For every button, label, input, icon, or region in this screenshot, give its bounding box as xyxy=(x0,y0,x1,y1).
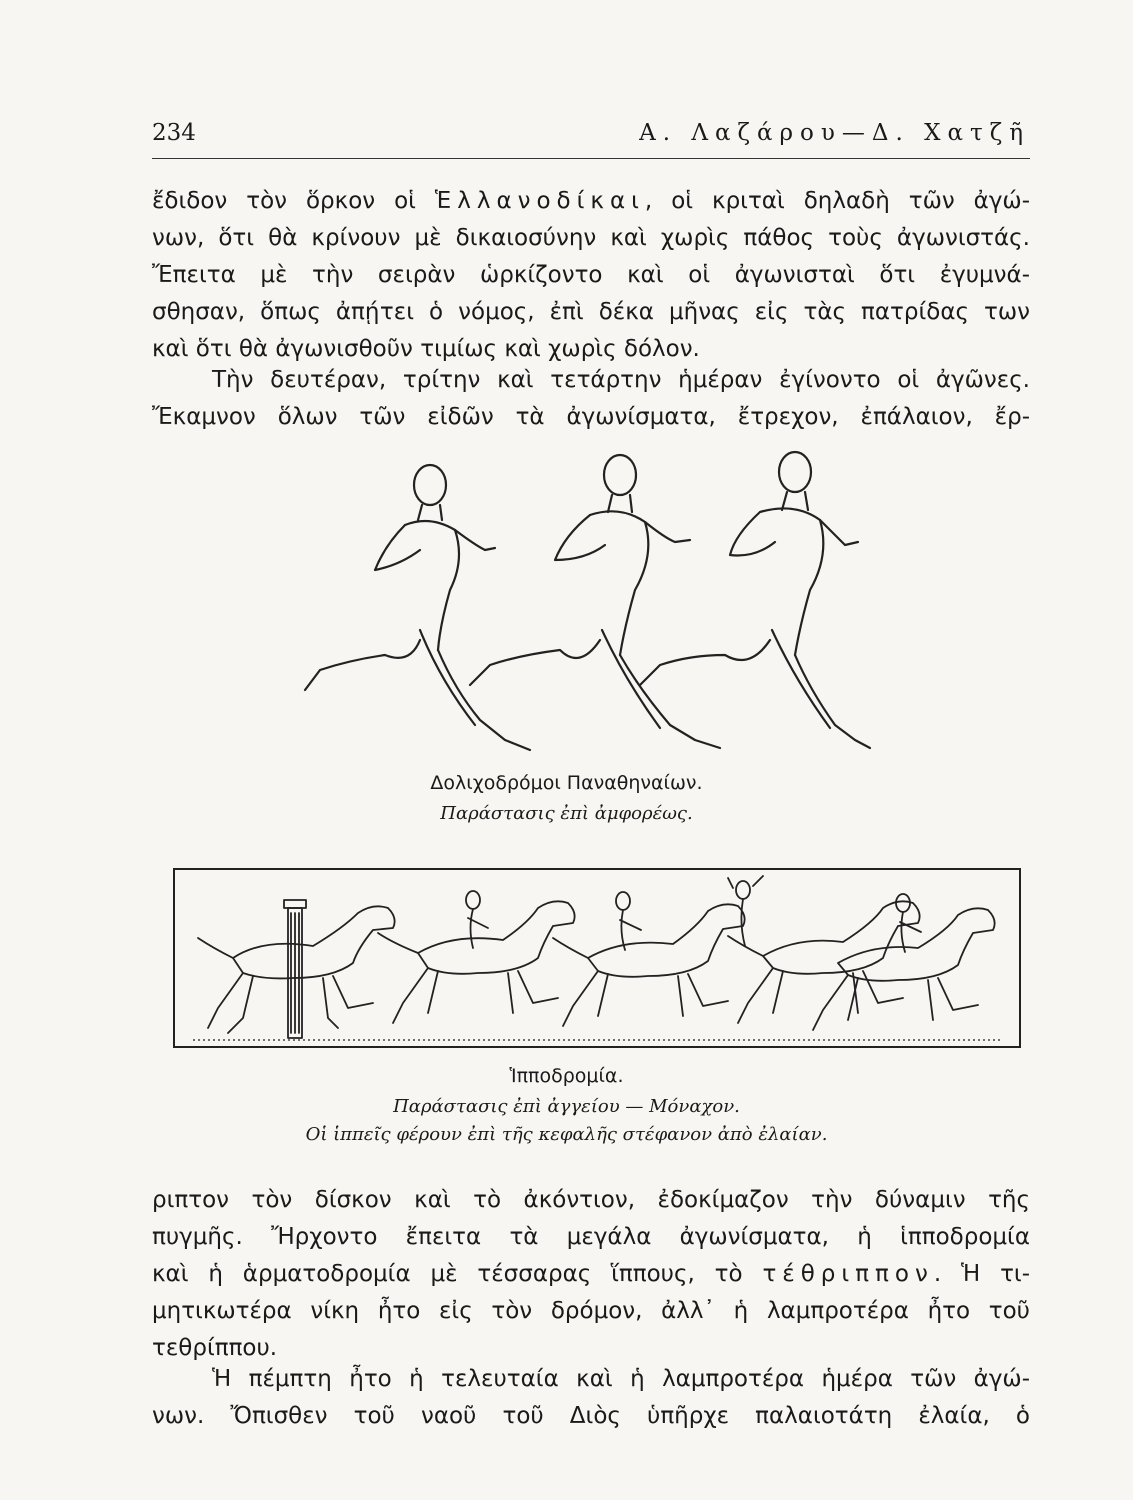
horse-with-rider xyxy=(553,892,745,1026)
figure2-caption-note: Οἱ ἱππεῖς φέρουν ἐπὶ τῆς κεφαλῆς στέφανον ἀπὸ ἐλαίαν. xyxy=(305,1124,828,1145)
author-names: Α. Λαζάρου—Δ. Χατζῆ xyxy=(639,120,1030,146)
top-paragraph xyxy=(152,183,1030,368)
runners-illustration xyxy=(290,450,880,770)
text-line: Ἔπειτα μὲ τὴν σειρὰν ὡρκίζοντο καὶ οἱ ἀγωνισταὶ ὅτι ἐγυμνά- xyxy=(152,262,1030,288)
text-line: τεθρίππου. xyxy=(152,1335,278,1361)
text-line: Ἡ πέμπτη ἦτο ἡ τελευταία καὶ ἡ λαμπροτέρα ἡμέρα τῶν ἀγώ- xyxy=(212,1366,1030,1392)
text-line: πυγμῆς. Ἤρχοντο ἔπειτα τὰ μεγάλα ἀγωνίσματα, ἡ ἱπποδρομία xyxy=(152,1224,1030,1250)
text-line: ριπτον τὸν δίσκον καὶ τὸ ἀκόντιον, ἐδοκίμαζον τὴν δύναμιν τῆς xyxy=(152,1187,1030,1213)
running-header xyxy=(152,118,1030,159)
horse-with-rider xyxy=(198,906,395,1033)
text-line: νων. Ὄπισθεν τοῦ ναοῦ τοῦ Διὸς ὑπῆρχε παλαιοτάτη ἐλαία, ὁ xyxy=(152,1403,1030,1429)
text-line: μητικωτέρα νίκη ἦτο εἰς τὸν δρόμον, ἀλλ᾽ ἡ λαμπροτέρα ἦτο τοῦ xyxy=(152,1298,1030,1324)
figure2-caption-title: Ἱπποδρομία. xyxy=(509,1065,624,1087)
text-line: καὶ ὅτι θὰ ἀγωνισθοῦν τιμίως καὶ χωρὶς δόλον. xyxy=(152,336,700,362)
figure1-caption-title: Δολιχοδρόμοι Παναθηναίων. xyxy=(430,772,703,794)
text-line: Τὴν δευτέραν, τρίτην καὶ τετάρτην ἡμέραν ἐγίνοντο οἱ ἀγῶνες. xyxy=(212,367,1030,393)
text-line: Ἔκαμνον ὅλων τῶν εἰδῶν τὰ ἀγωνίσματα, ἔτρεχον, ἐπάλαιον, ἔρ- xyxy=(152,404,1030,430)
last-paragraph xyxy=(152,1361,1030,1435)
page-number: 234 xyxy=(152,120,196,146)
spaced-term: τέθριππον xyxy=(762,1261,934,1287)
horse-with-rider xyxy=(728,876,920,1023)
figure1-caption-sub: Παράστασις ἐπὶ ἀμφορέως. xyxy=(440,803,693,824)
horse-with-rider xyxy=(813,894,995,1030)
column xyxy=(284,900,306,1038)
text-line: σθησαν, ὅπως ἀπῄτει ὁ νόμος, ἐπὶ δέκα μῆνας εἰς τὰς πατρίδας των xyxy=(152,299,1030,325)
text-line: καὶ ἡ ἁρματοδρομία μὲ τέσσαρας ἵππους, τὸ τέθριππον. Ἡ τι- xyxy=(152,1261,1030,1287)
spaced-term: Ἑλλανοδίκαι xyxy=(434,188,645,214)
bottom-paragraph xyxy=(152,1182,1030,1367)
horse-race-illustration xyxy=(173,868,1021,1048)
runner-figure xyxy=(640,452,870,748)
text-line: ἔδιδον τὸν ὅρκον οἱ Ἑλλανοδίκαι, οἱ κριταὶ δηλαδὴ τῶν ἀγώ- xyxy=(152,188,1030,214)
frame xyxy=(174,869,1020,1047)
horse-with-rider xyxy=(378,891,575,1023)
runner-figure xyxy=(470,455,720,748)
figure2-caption-sub: Παράστασις ἐπὶ ἀγγείου — Μόναχον. xyxy=(393,1096,740,1117)
text-line: νων, ὅτι θὰ κρίνουν μὲ δικαιοσύνην καὶ χωρὶς πάθος τοὺς ἀγωνιστάς. xyxy=(152,225,1030,251)
second-paragraph xyxy=(152,362,1030,436)
runner-figure xyxy=(305,465,530,750)
